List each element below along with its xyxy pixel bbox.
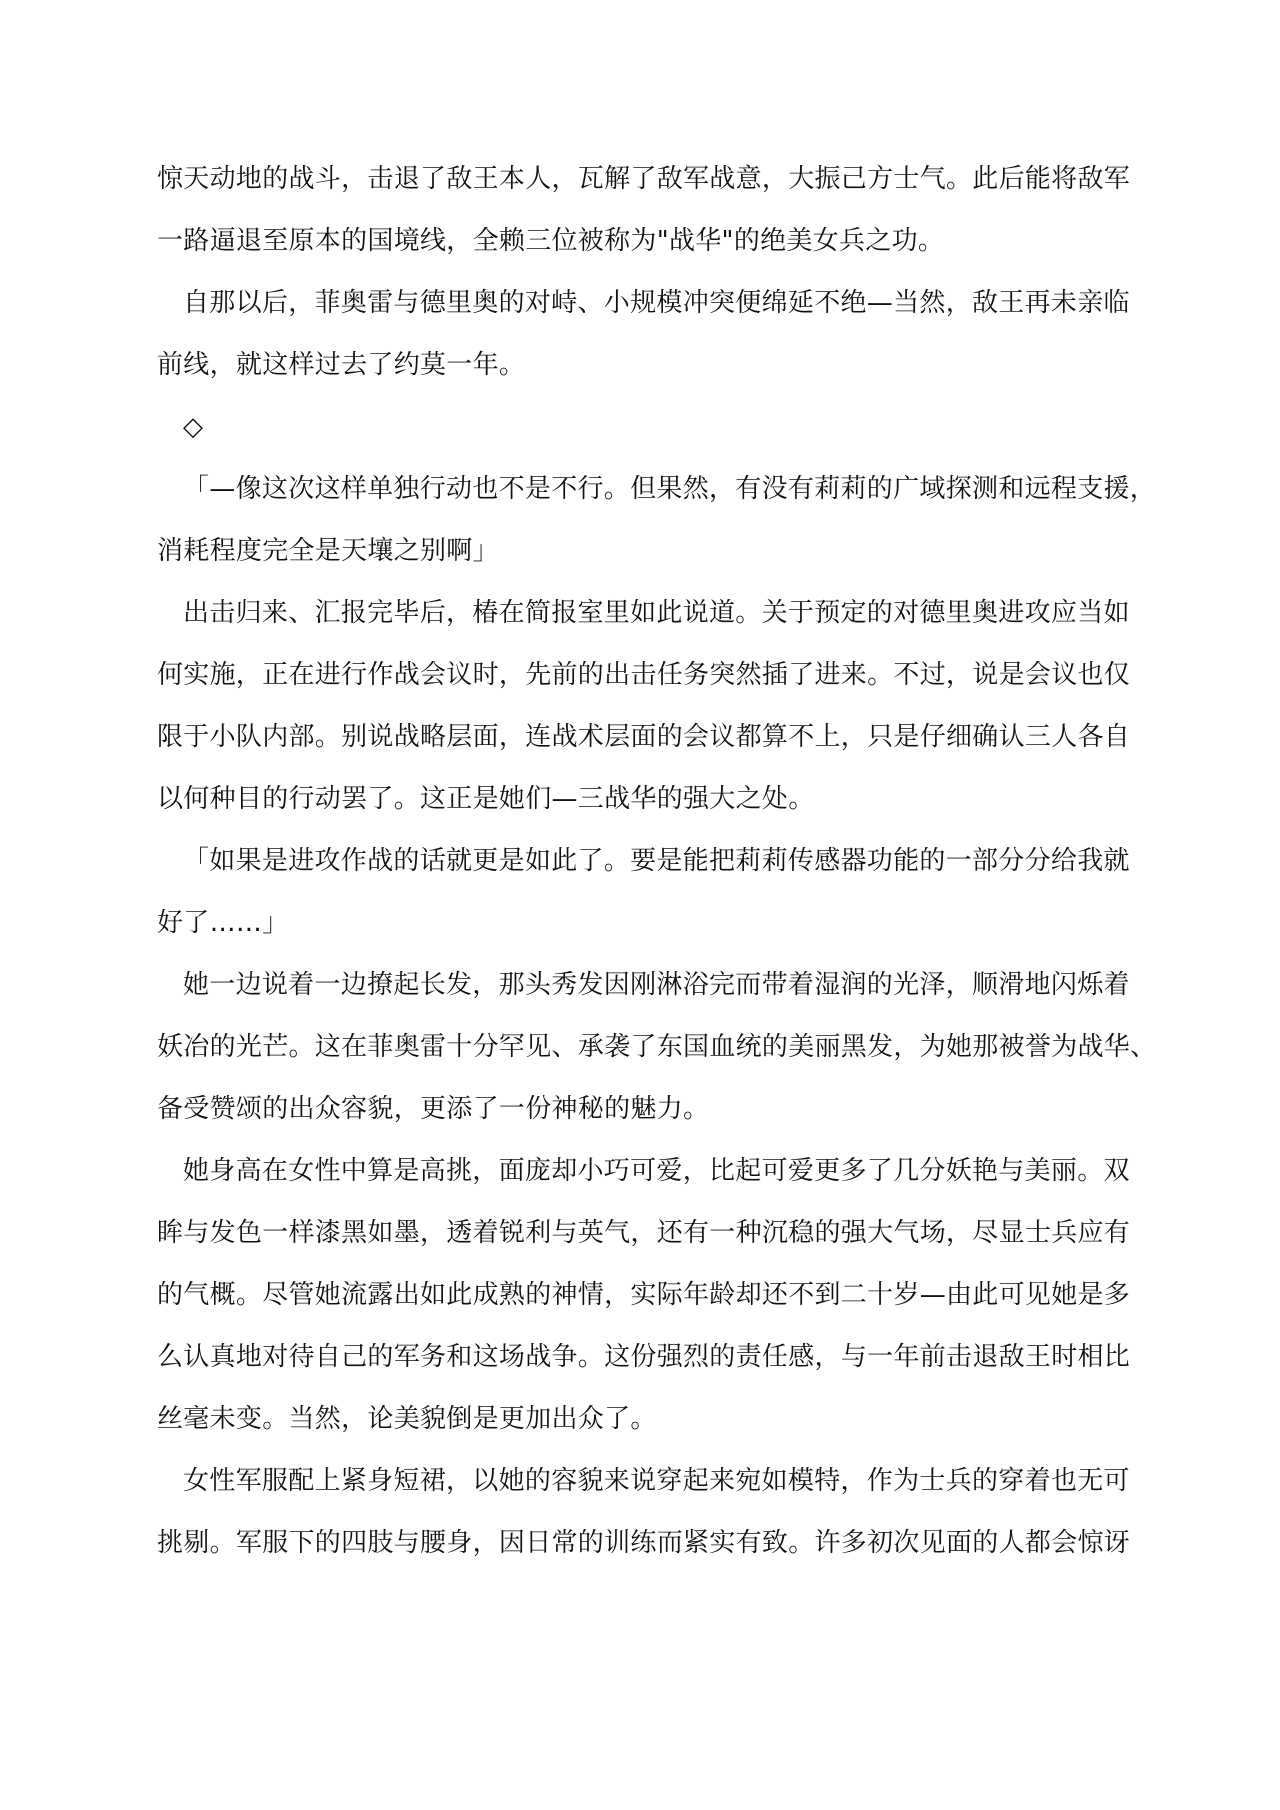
text-line: 一路逼退至原本的国境线，全赖三位被称为"战华"的绝美女兵之功。	[157, 226, 945, 256]
text-line: 丝毫未变。当然，论美貌倒是更加出众了。	[157, 1404, 657, 1434]
body-text	[157, 148, 1157, 1574]
text-line: 以何种目的行动罢了。这正是她们—三战华的强大之处。	[157, 784, 815, 814]
text-line: 挑剔。军服下的四肢与腰身，因日常的训练而紧实有致。许多初次见面的人都会惊讶	[157, 1528, 1131, 1558]
paragraph-5	[157, 830, 1137, 954]
text-line: 备受赞颂的出众容貌，更添了一份神秘的魅力。	[157, 1094, 710, 1124]
paragraph-1	[157, 148, 1137, 272]
text-line: 前线，就这样过去了约莫一年。	[157, 350, 526, 380]
paragraph-2	[157, 272, 1137, 396]
diamond-separator: ◇	[183, 412, 204, 442]
text-line: 的气概。尽管她流露出如此成熟的神情，实际年龄却还不到二十岁—由此可见她是多	[157, 1280, 1131, 1310]
paragraph-7	[157, 1140, 1137, 1450]
text-line: 女性军服配上紧身短裙，以她的容貌来说穿起来宛如模特，作为士兵的穿着也无可	[183, 1466, 1130, 1496]
text-line: 妖冶的光芒。这在菲奥雷十分罕见、承袭了东国血统的美丽黑发，为她那被誉为战华、	[157, 1032, 1157, 1062]
text-line: 「如果是进攻作战的话就更是如此了。要是能把莉莉传感器功能的一部分分给我就	[183, 846, 1130, 876]
text-line: 限于小队内部。别说战略层面，连战术层面的会议都算不上，只是仔细确认三人各自	[157, 722, 1131, 752]
section-break	[157, 396, 1137, 458]
text-line: 么认真地对待自己的军务和这场战争。这份强烈的责任感，与一年前击退敌王时相比	[157, 1342, 1131, 1372]
text-line: 自那以后，菲奥雷与德里奥的对峙、小规模冲突便绵延不绝—当然，敌王再未亲临	[183, 288, 1130, 318]
text-line: 消耗程度完全是天壤之别啊」	[157, 536, 499, 566]
text-line: 「—像这次这样单独行动也不是不行。但果然，有没有莉莉的广域探测和远程支援，	[183, 474, 1157, 504]
paragraph-4	[157, 582, 1137, 830]
text-line: 惊天动地的战斗，击退了敌王本人，瓦解了敌军战意，大振己方士气。此后能将敌军	[157, 164, 1131, 194]
text-line: 眸与发色一样漆黑如墨，透着锐利与英气，还有一种沉稳的强大气场，尽显士兵应有	[157, 1218, 1131, 1248]
text-line: 何实施，正在进行作战会议时，先前的出击任务突然插了进来。不过，说是会议也仅	[157, 660, 1131, 690]
text-line: 她一边说着一边撩起长发，那头秀发因刚淋浴完而带着湿润的光泽，顺滑地闪烁着	[183, 970, 1130, 1000]
paragraph-6	[157, 954, 1157, 1140]
text-line: 她身高在女性中算是高挑，面庞却小巧可爱，比起可爱更多了几分妖艳与美丽。双	[183, 1156, 1130, 1186]
text-line: 好了……」	[157, 908, 289, 938]
paragraph-8	[157, 1450, 1137, 1574]
paragraph-3	[157, 458, 1157, 582]
text-line: 出击归来、汇报完毕后，椿在简报室里如此说道。关于预定的对德里奥进攻应当如	[183, 598, 1130, 628]
